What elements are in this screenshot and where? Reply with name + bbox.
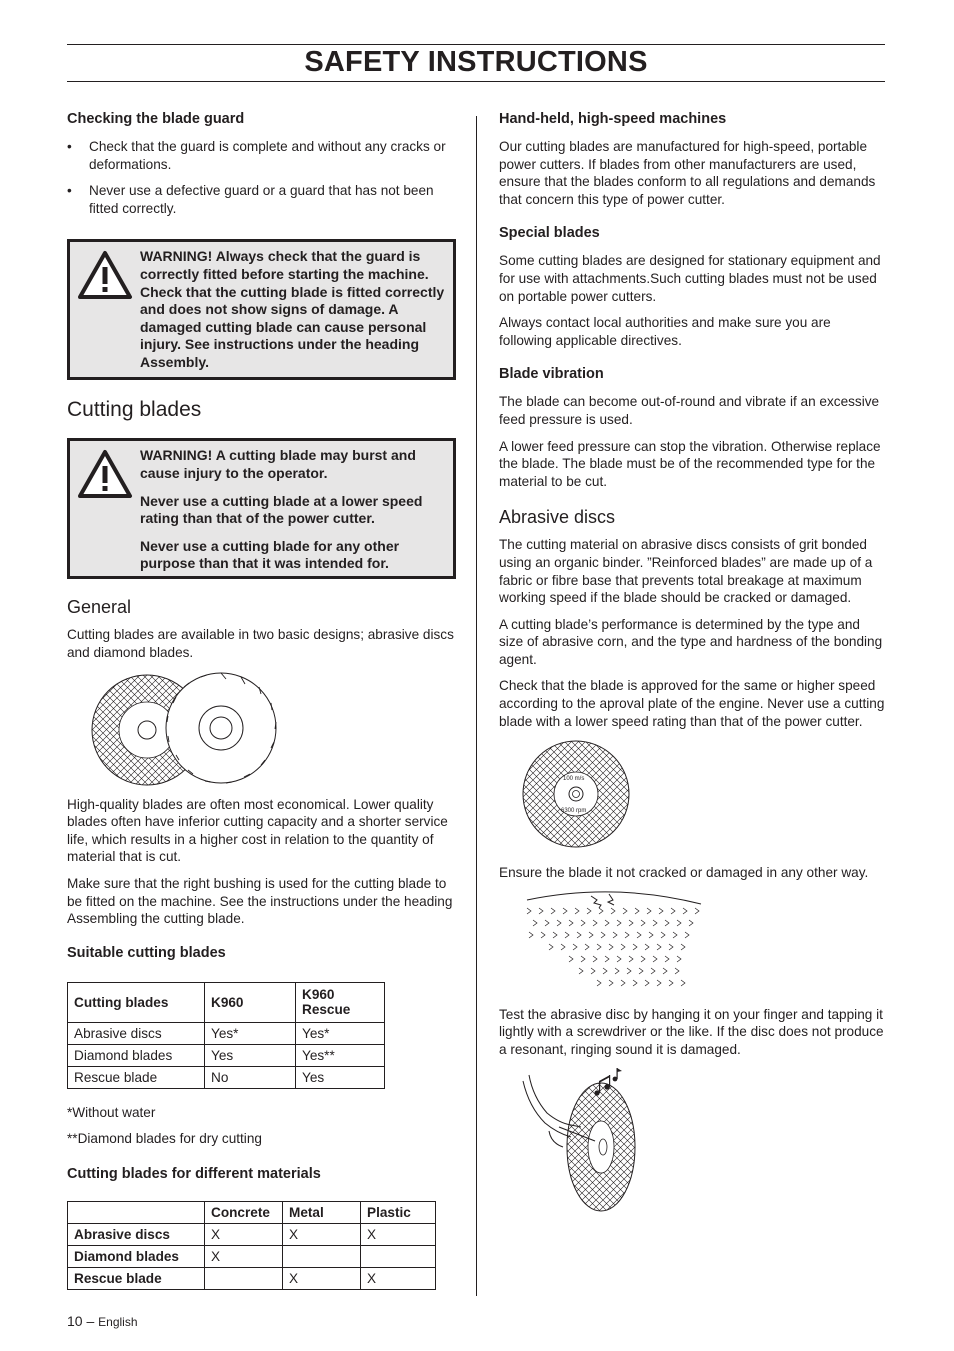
page-number: 10 – — [67, 1313, 95, 1329]
table-cell: X — [205, 1223, 283, 1245]
abrasive-text: A cutting blade’s performance is determined by the type and size of abrasive corn, and the type and hardness of the bonding agent. — [499, 616, 883, 667]
table-row — [68, 1066, 385, 1088]
table-cell: Yes — [296, 1066, 385, 1088]
handheld-text: Our cutting blades are manufactured for high-speed, portable power cutters. If blades from other manufacturers are used, ensure that the blades conform to all regulations and demands that concern this type of power cutter. — [499, 139, 876, 207]
table-cell: Yes* — [296, 1022, 385, 1044]
table-cell: Diamond blades — [68, 1044, 205, 1066]
disc-rpm-label: 6300 rpm — [561, 808, 587, 815]
table-row — [68, 982, 385, 1022]
footer-language: English — [98, 1315, 138, 1329]
page-title: SAFETY INSTRUCTIONS — [304, 46, 648, 78]
ring-test-illustration — [519, 1067, 659, 1219]
table-cell: No — [205, 1066, 296, 1088]
general-intro: Cutting blades are available in two basic designs; abrasive discs and diamond blades. — [67, 627, 454, 660]
materials-table — [67, 1201, 436, 1290]
table-cell: Rescue blade — [68, 1267, 205, 1289]
footnote: *Without water — [67, 1104, 156, 1120]
table-cell: X — [283, 1223, 361, 1245]
table-cell: Yes** — [296, 1044, 385, 1066]
materials-heading: Cutting blades for different materials — [67, 1165, 321, 1182]
table-cell: X — [283, 1267, 361, 1289]
special-heading: Special blades — [499, 225, 600, 242]
vibration-text: A lower feed pressure can stop the vibration. Otherwise replace the blade. The blade must be of the recommended type for the material to be cut. — [499, 438, 881, 489]
abrasive-heading: Abrasive discs — [499, 507, 616, 528]
warning-text: Never use a cutting blade for any other purpose than that it was intended for. — [140, 537, 400, 572]
table-cell — [283, 1245, 361, 1267]
list-item: • Never use a defective guard or a guard that has not been fitted correctly. — [67, 182, 456, 217]
table-header-cell: K960 Rescue — [296, 982, 385, 1022]
handheld-heading: Hand-held, high-speed machines — [499, 111, 727, 127]
list-item: • Check that the guard is complete and without any cracks or deformations. — [67, 138, 456, 173]
table-row — [68, 1267, 436, 1289]
suitable-heading: Suitable cutting blades — [67, 944, 226, 961]
abrasive-disc-label-illustration — [519, 738, 639, 856]
abrasive-text: The cutting material on abrasive discs consists of grit bonded using an organic binder. ”Reinforced blades” are made up of a fabric or fibre base that prevents total breakage at maximum working speed if the blade should be cracked or damaged. — [499, 537, 873, 606]
table-cell: Abrasive discs — [68, 1223, 205, 1245]
general-heading: General — [67, 597, 132, 618]
table-header-cell: Metal — [283, 1201, 361, 1223]
general-paragraph: Make sure that the right bushing is used for the cutting blade to be fitted on the machine. See the instructions under the heading Assembling the cutting blade. — [67, 875, 453, 927]
special-text: Always contact local authorities and make sure you are following applicable directives. — [499, 315, 831, 348]
cracked-disc-illustration — [519, 888, 709, 992]
warning-text: WARNING! A cutting blade may burst and cause injury to the operator. — [140, 447, 416, 481]
blade-types-illustration — [89, 670, 289, 788]
abrasive-text: Check that the blade is approved for the same or higher speed according to the aproval plate of the engine. Never use a cutting blade with a lower speed rating than that of the power cutter. — [499, 678, 885, 729]
header-rule-bottom — [67, 81, 885, 82]
suitable-blades-table — [67, 982, 385, 1089]
warning-text: WARNING! Always check that the guard is correctly fitted before starting the machine. Check that the cutting blade is fitted correctly and does not show signs of damage. A damaged cutting blade can cause personal injury. See instructions under the heading Assembly. — [140, 248, 445, 370]
special-text: Some cutting blades are designed for stationary equipment and for use with attachments.Such cutting blades must not be used on portable power cutters. — [499, 253, 881, 304]
warning-triangle-icon — [70, 242, 140, 377]
disc-speed-label: 100 m/s — [563, 776, 585, 783]
table-row — [68, 1223, 436, 1245]
general-paragraph: High-quality blades are often most economical. Lower quality blades often have inferior cutting capacity and a shorter service life, which results in a higher cost in relation to the quantity of material that is cut. — [67, 796, 448, 865]
table-cell — [361, 1245, 436, 1267]
table-cell: Diamond blades — [68, 1245, 205, 1267]
table-row — [68, 1201, 436, 1223]
warning-text: Never use a cutting blade at a lower speed rating than that of the power cutter. — [140, 492, 423, 527]
footnote: **Diamond blades for dry cutting — [67, 1131, 262, 1147]
right-column — [499, 106, 885, 1219]
table-cell: X — [361, 1267, 436, 1289]
table-header-cell — [68, 1201, 205, 1223]
blade-guard-list — [67, 138, 456, 217]
table-row — [68, 1022, 385, 1044]
cutting-blades-title: Cutting blades — [67, 398, 202, 422]
table-row — [68, 1245, 436, 1267]
left-column — [67, 106, 456, 1290]
table-header-cell: Cutting blades — [68, 982, 205, 1022]
footer — [67, 1312, 138, 1331]
vibration-text: The blade can become out-of-round and vibrate if an excessive feed pressure is used. — [499, 394, 880, 427]
table-cell: X — [361, 1223, 436, 1245]
vibration-heading: Blade vibration — [499, 366, 604, 383]
warning-triangle-icon — [70, 441, 140, 576]
blade-guard-heading: Checking the blade guard — [67, 111, 245, 127]
table-cell: Abrasive discs — [68, 1022, 205, 1044]
table-row — [68, 1044, 385, 1066]
table-cell — [205, 1267, 283, 1289]
table-cell: Yes* — [205, 1022, 296, 1044]
abrasive-text: Ensure the blade it not cracked or damaged in any other way. — [499, 865, 869, 881]
abrasive-text: Test the abrasive disc by hanging it on your finger and tapping it lightly with a screwdriver or the like. If the disc does not produce a resonant, ringing sound it is damaged. — [499, 1006, 884, 1058]
table-header-cell: Plastic — [361, 1201, 436, 1223]
table-cell: Rescue blade — [68, 1066, 205, 1088]
warning-box-guard — [67, 239, 456, 380]
column-divider — [476, 116, 477, 1296]
warning-box-burst — [67, 438, 456, 579]
table-header-cell: K960 — [205, 982, 296, 1022]
table-cell: Yes — [205, 1044, 296, 1066]
table-header-cell: Concrete — [205, 1201, 283, 1223]
table-cell: X — [205, 1245, 283, 1267]
